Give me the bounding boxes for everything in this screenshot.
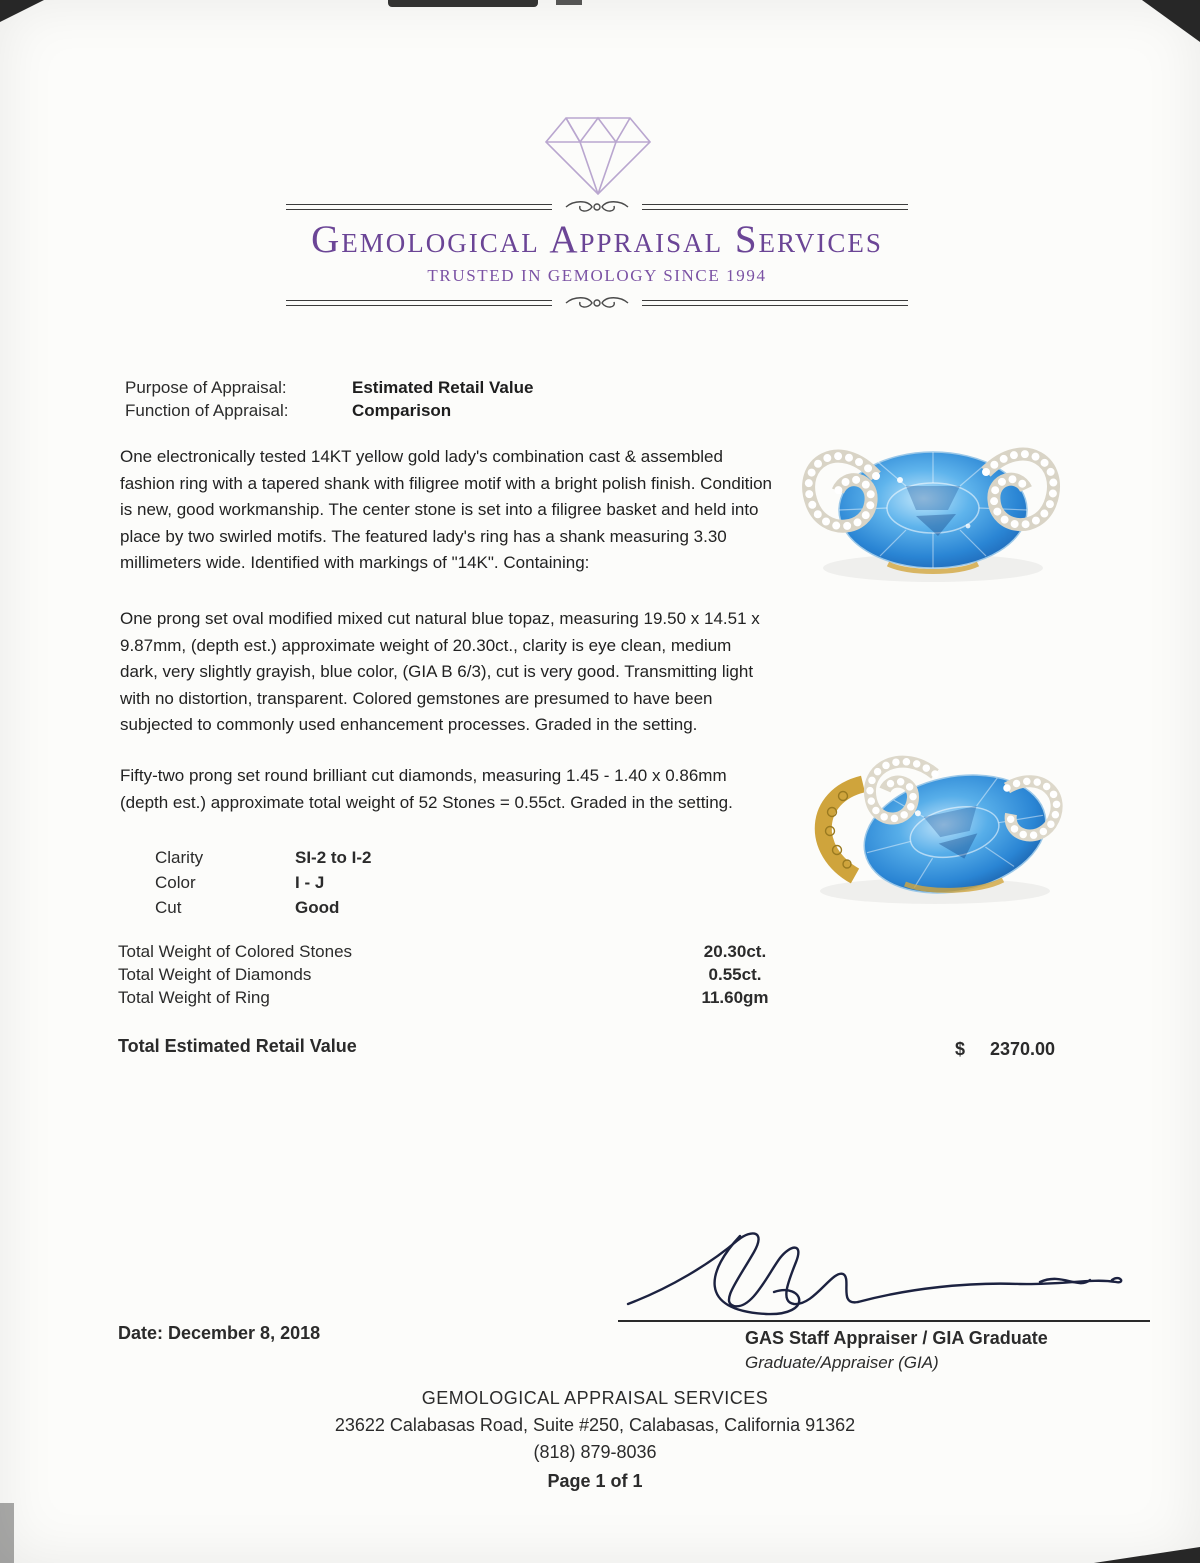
grade-clarity-value: SI-2 to I-2	[295, 848, 372, 867]
appraiser-subtitle: Graduate/Appraiser (GIA)	[745, 1353, 939, 1372]
scan-artifact	[1082, 1547, 1200, 1563]
flourish-icon	[562, 295, 632, 311]
total-diamonds-value: 0.55ct.	[708, 965, 762, 984]
ring-photo-bottom	[785, 726, 1080, 926]
retail-amount: 2370.00	[990, 1039, 1056, 1059]
signature-icon	[600, 1222, 1152, 1327]
flourish-icon	[562, 199, 632, 215]
grade-cut-value: Good	[295, 898, 340, 917]
retail-currency: $	[955, 1039, 966, 1059]
footer-phone: (818) 879-8036	[533, 1442, 657, 1462]
diamond-logo-icon	[536, 108, 660, 200]
purpose-label: Purpose of Appraisal:	[125, 378, 287, 397]
description-paragraph-3: Fifty-two prong set round brilliant cut diamonds, measuring 1.45 - 1.40 x 0.86mm (depth est.) approximate total weight of 52 Stones = 0.55ct. Graded in the setting.	[120, 766, 733, 812]
grade-clarity-label: Clarity	[155, 848, 204, 867]
header-bottom-rule	[286, 294, 908, 312]
header-top-rule	[286, 198, 908, 216]
signature-line	[618, 1320, 1150, 1322]
grade-cut-label: Cut	[155, 898, 182, 917]
scan-artifact	[1142, 0, 1200, 42]
scan-artifact	[556, 0, 582, 5]
purpose-value: Estimated Retail Value	[352, 378, 534, 397]
scan-artifact	[0, 1503, 14, 1563]
footer-page-number: Page 1 of 1	[547, 1471, 643, 1491]
total-colored-stones-value: 20.30ct.	[703, 942, 767, 961]
function-value: Comparison	[352, 401, 452, 420]
date-line: Date: December 8, 2018	[118, 1323, 321, 1343]
description-paragraph-2: One prong set oval modified mixed cut natural blue topaz, measuring 19.50 x 14.51 x 9.87mm, (depth est.) approximate weight of 20.30ct., clarity is eye clean, medium dark, very slightly grayish, blue color, (GIA B 6/3), cut is very good. Transmitting light with no distortion, transparent. Colored gemstones are presumed to have been subjected to commonly used enhancement processes. Graded in the setting.	[120, 609, 760, 734]
org-name: Gemological Appraisal Services	[311, 218, 883, 261]
function-label: Function of Appraisal:	[125, 401, 289, 420]
footer-org-name: GEMOLOGICAL APPRAISAL SERVICES	[421, 1388, 769, 1408]
header	[286, 198, 908, 312]
retail-value-label: Total Estimated Retail Value	[118, 1036, 357, 1056]
description-paragraph-1: One electronically tested 14KT yellow gold lady's combination cast & assembled fashion ring with a tapered shank with filigree motif with a bright polish finish. Condition is new, good workmanship. The center stone is set into a filigree basket and held into place by two swirled motifs. The featured lady's ring has a shank measuring 3.30 millimeters wide. Identified with markings of "14K". Containing:	[120, 447, 773, 572]
footer	[0, 1388, 1190, 1492]
scan-artifact	[388, 0, 538, 7]
ring-photo-top	[788, 418, 1073, 613]
appraiser-title: GAS Staff Appraiser / GIA Graduate	[745, 1328, 1048, 1348]
total-ring-weight-label: Total Weight of Ring	[118, 988, 270, 1007]
footer-address: 23622 Calabasas Road, Suite #250, Calabasas, California 91362	[334, 1415, 856, 1435]
org-tagline: TRUSTED IN GEMOLOGY SINCE 1994	[427, 265, 767, 285]
total-colored-stones-label: Total Weight of Colored Stones	[118, 942, 353, 961]
scan-artifact	[0, 0, 44, 22]
total-diamonds-label: Total Weight of Diamonds	[118, 965, 312, 984]
grade-color-label: Color	[155, 873, 196, 892]
total-ring-weight-value: 11.60gm	[701, 988, 769, 1007]
grade-color-value: I - J	[295, 873, 325, 892]
